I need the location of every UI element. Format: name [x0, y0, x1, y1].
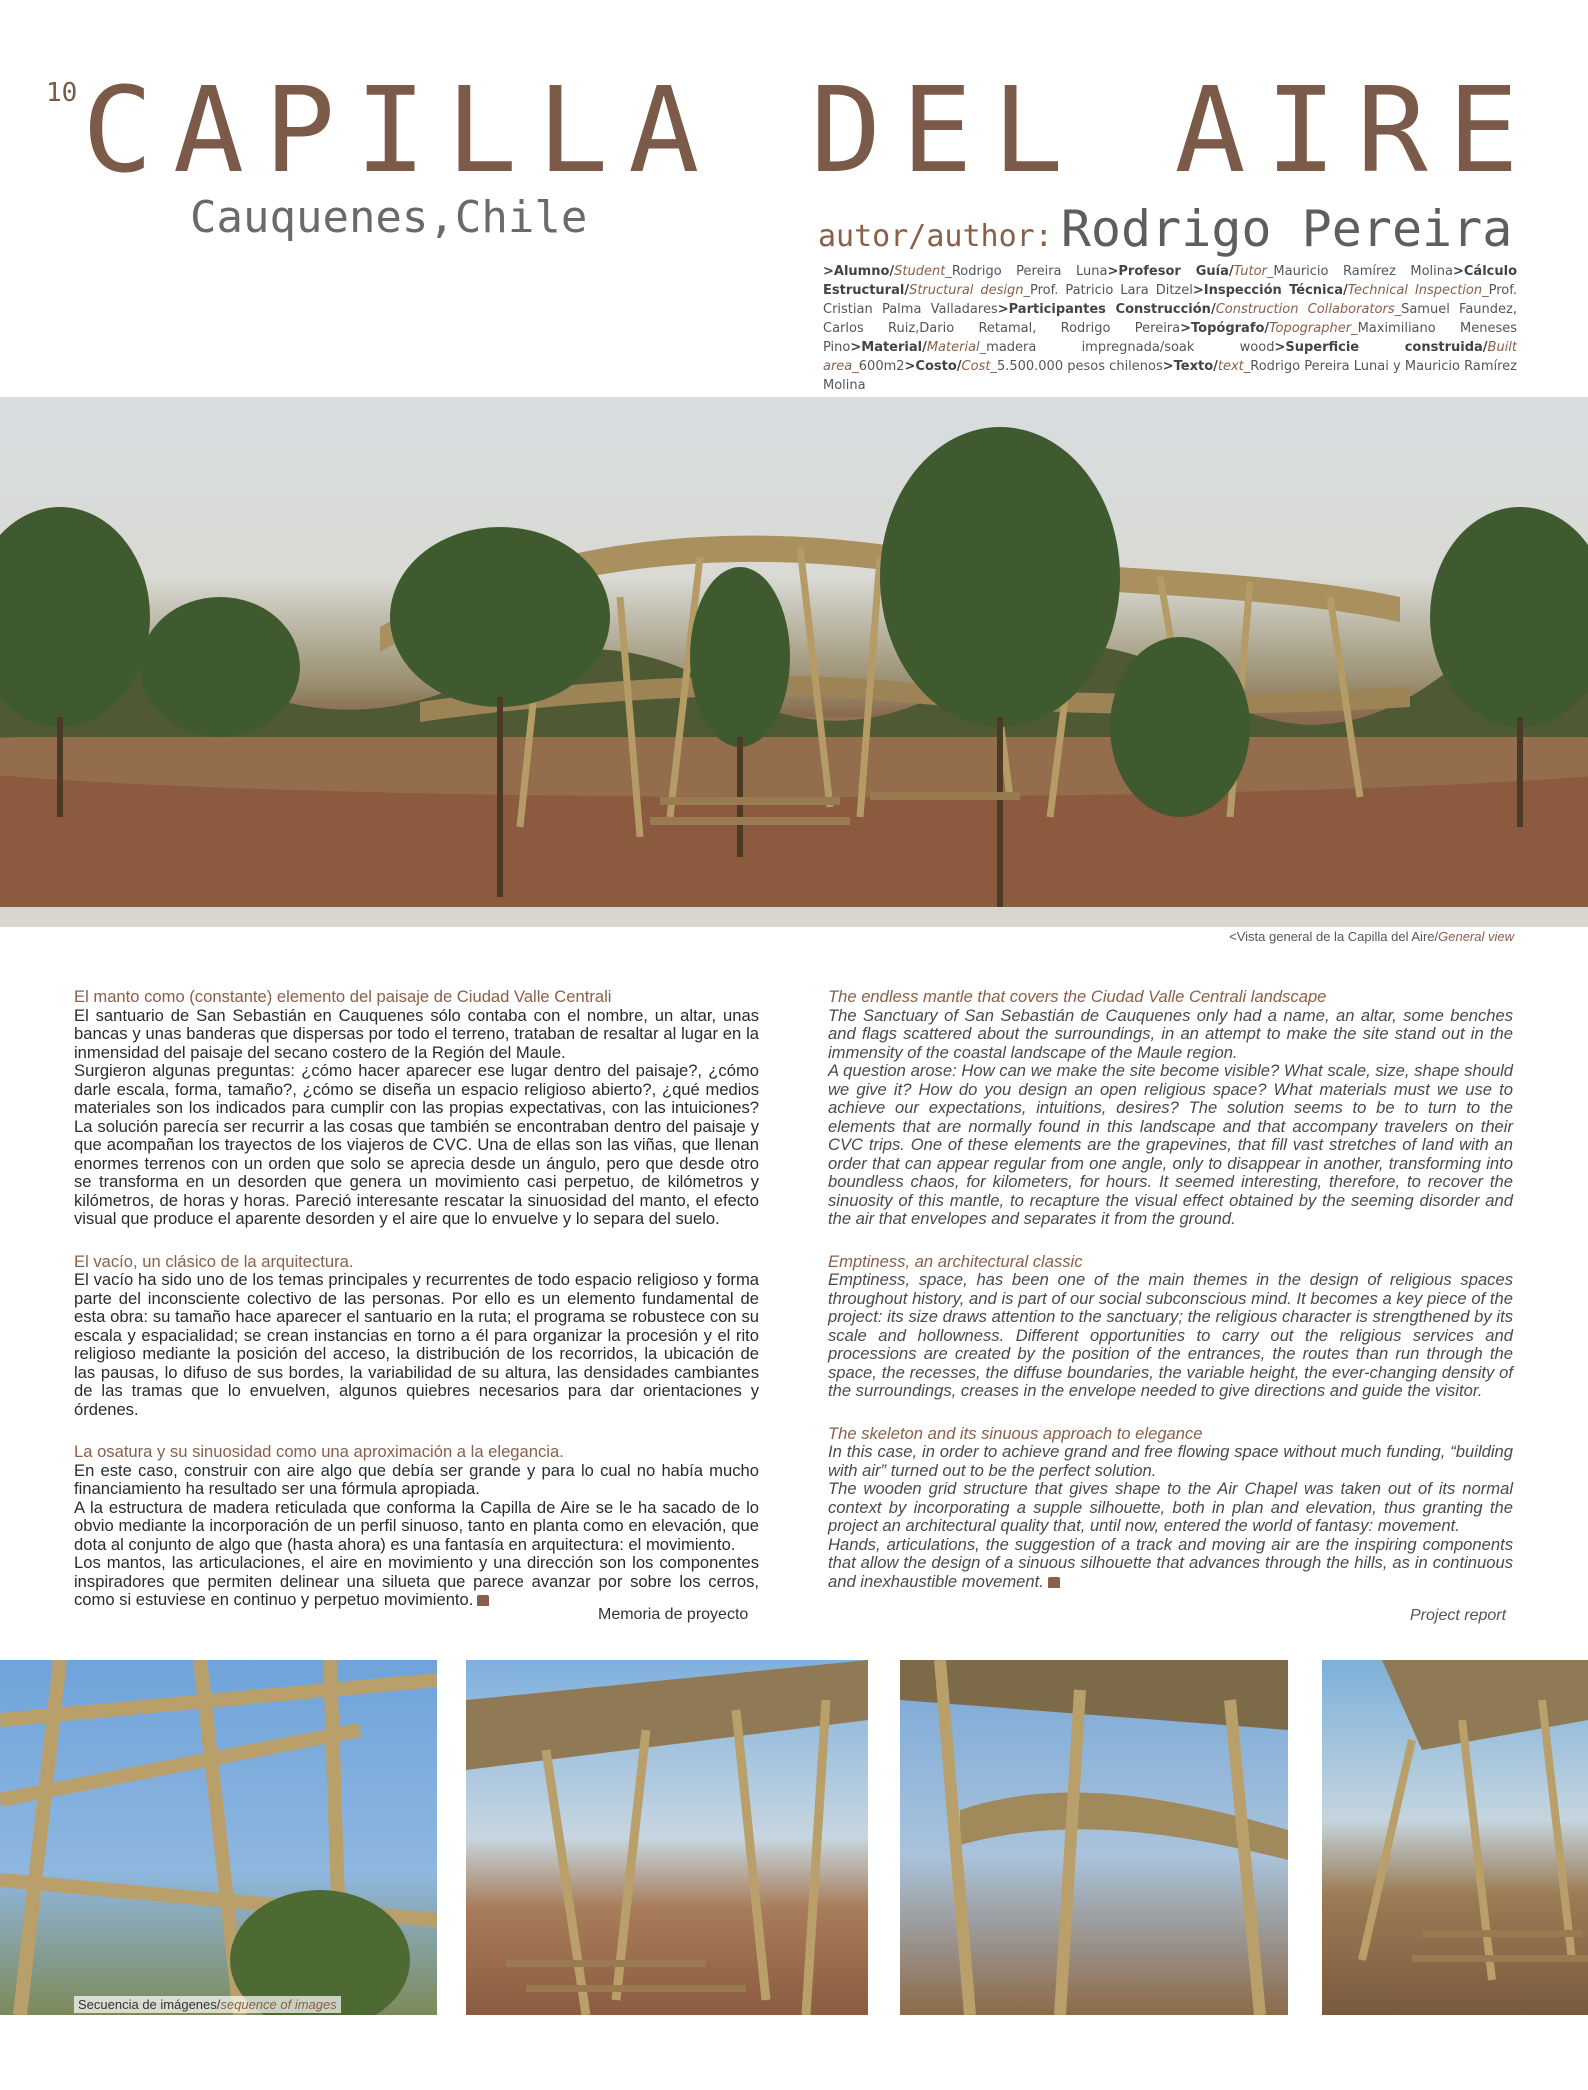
section-heading: La osatura y su sinuosidad como una aproximación a la elegancia. [74, 1442, 564, 1461]
credit-value: Prof. Cristian Palma Valladares [823, 283, 1517, 317]
credit-value: madera impregnada/soak wood [986, 340, 1275, 355]
credit-value: 5.500.000 pesos chilenos [996, 359, 1163, 374]
credit-value: Prof. Patricio Lara Ditzel [1029, 283, 1193, 298]
credit-label-en: Technical Inspection_ [1347, 283, 1489, 298]
sequence-caption-en: sequence of images [220, 1997, 337, 2012]
credit-label-en: Structural design_ [909, 283, 1030, 298]
section-heading: El manto como (constante) elemento del paisaje de Ciudad Valle Centrali [74, 987, 612, 1006]
credit-label-en: Built area_ [823, 340, 1518, 374]
structure-detail-illustration [0, 1660, 437, 2015]
walkway-illustration [466, 1660, 868, 2015]
sequence-photo-1 [0, 1660, 437, 2015]
section-body: El santuario de San Sebastián en Cauquenes sólo contaba con el nombre, un altar, unas bancas y unas banderas que dispersas por todo el terreno, trataban de resaltar al lugar en la inmensidad del paisaje del secano costero de la Región del Maule. Surgieron algunas preguntas: ¿cómo hacer aparecer ese lugar dentro del paisaje?, ¿cómo darle escala, forma, tamaño?, ¿cómo se diseña un espacio religioso abierto?, ¿qué medios materiales son los indicados para cumplir con las propias expectativas, con las intuiciones? La solución parecía ser recurrir a las cosas que también se encontraban dentro del paisaje y que acompañan los trayectos de los viajeros de CVC. Una de ellas son las viñas, que llenan enormes terrenos con un orden que solo se aprecia desde un ángulo, pero que desde otro se transforma en un desorden que genera un movimiento casi perpetuo, de kilómetros y kilómetros, de horas y horas. Pareció interesante rescatar la sinuosidad del manto, el efecto visual que produce el aparente desorden y el aire que lo envuelve y lo separa del suelo. [74, 1005, 759, 1228]
credit-label: >Cálculo Estructural/ [823, 264, 1517, 298]
credit-value: Samuel Faundez, Carlos Ruiz,Dario Retamal, Rodrigo Pereira [823, 302, 1517, 336]
credit-label-en: Topographer_ [1269, 321, 1358, 336]
hero-caption-es: <Vista general de la Capilla del Aire/ [1229, 929, 1439, 944]
article-section [828, 1253, 1513, 1401]
sequence-photo-2 [466, 1660, 868, 2015]
credit-label: >Alumno/ [823, 264, 895, 279]
credit-label: >Superficie construida/ [1274, 340, 1488, 355]
credit-label-en: text_ [1217, 359, 1251, 374]
section-heading: Emptiness, an architectural classic [828, 1251, 1083, 1271]
section-body: Emptiness, space, has been one of the main themes in the design of religious spaces throughout history, and is part of our social subconscious mind. It becomes a key piece of the project: its size draws attention to the sanctuary; the religious character is strengthened by its scale and hollowness. Different opportunities to carry out the religious services and processions are created by the position of the entrances, the routes than run through the space, the recesses, the diffuse boundaries, the variable height, the ever-changing density of the surroundings, creases in the envelope needed to give directions and guide the visitor. [828, 1270, 1513, 1400]
section-body: El vacío ha sido uno de los temas principales y recurrentes de todo espacio religioso y forma parte del inconsciente colectivo de las personas. Por ello es un elemento fundamental de esta obra: su tamaño hace aparecer el santuario en la ruta; el programa se robustece con su escala y espacialidad; se crean instancias en torno a él para organizar la procesión y el rito religioso mediante la posición del acceso, la distribución de los recorridos, la ubicación de las pausas, lo difuso de sus bordes, la variabilidad de su altura, las densidades cambiantes de las tramas que lo envuelven, algunos quiebres necesarios para dar orientaciones y órdenes. [74, 1270, 759, 1419]
credit-value: 600m2 [858, 359, 905, 374]
credit-value: Mauricio Ramírez Molina [1273, 264, 1453, 279]
page-number: 10 [46, 78, 78, 108]
author-line [818, 200, 1518, 258]
chapel-panorama-illustration [0, 397, 1588, 927]
lattice-illustration [900, 1660, 1288, 2015]
credit-label-en: Material_ [926, 340, 987, 355]
credit-label: >Profesor Guía/ [1107, 264, 1234, 279]
article-section [74, 988, 759, 1229]
location-subtitle: Cauquenes,Chile [190, 192, 588, 243]
hero-photo-general-view [0, 397, 1588, 927]
credit-label: >Texto/ [1162, 359, 1218, 374]
credit-label-en: Tutor_ [1233, 264, 1274, 279]
credit-label: >Participantes Construcción/ [997, 302, 1216, 317]
section-heading: The skeleton and its sinuous approach to elegance [828, 1423, 1203, 1443]
page-title: CAPILLA DEL AIRE [82, 61, 1539, 199]
author-name: Rodrigo Pereira [1060, 200, 1513, 258]
credit-label: >Costo/ [904, 359, 962, 374]
english-text-column [828, 988, 1513, 1615]
project-report-label-es: Memoria de proyecto [598, 1606, 749, 1623]
section-heading: El vacío, un clásico de la arquitectura. [74, 1251, 354, 1271]
section-heading: The endless mantle that covers the Ciudad Valle Centrali landscape [828, 987, 1327, 1006]
project-credits [823, 262, 1517, 395]
sequence-caption-es: Secuencia de imágenes/ [78, 1997, 221, 2012]
credit-label-en: Construction Collaborators_ [1215, 302, 1402, 317]
sequence-photo-4 [1322, 1660, 1588, 2015]
credit-label-en: Student_ [894, 264, 952, 279]
credit-value: Maximiliano Meneses Pino [823, 321, 1518, 355]
credit-label: >Inspección Técnica/ [1192, 283, 1348, 298]
credit-value: Rodrigo Pereira Lunai y Mauricio Ramírez Molina [823, 359, 1517, 393]
article-section [828, 988, 1513, 1229]
section-body: In this case, in order to achieve grand and free flowing space without much funding, “building with air” turned out to be the perfect solution. The wooden grid structure that gives shape to the Air Chapel was taken out of its normal context by incorporating a supple silhouette, both in plan and elevation, thus granting the project an architectural quality that, until now, entered the world of fantasy: movement. Hands, articulations, the suggestion of a track and moving air are the inspiring components that allow the design of a sinuous silhouette that advances through the hills, as in continuous and inexhaustible movement. [828, 1442, 1513, 1591]
project-report-label-en: Project report [1410, 1607, 1507, 1624]
article-section [74, 1443, 759, 1610]
sequence-photo-3 [900, 1660, 1288, 2015]
article-section [74, 1253, 759, 1420]
credit-value: Rodrigo Pereira Luna [951, 264, 1108, 279]
author-label: autor/author: [818, 219, 1053, 254]
hero-caption-en: General view [1438, 929, 1514, 944]
credit-label-en: Cost_ [961, 359, 997, 374]
credit-label: >Material/ [850, 340, 927, 355]
benches-illustration [1322, 1660, 1588, 2015]
credit-label: >Topógrafo/ [1180, 321, 1270, 336]
end-mark-icon [1048, 1577, 1060, 1588]
hero-caption [1229, 929, 1514, 944]
section-body: En este caso, construir con aire algo que debía ser grande y para lo cual no había mucho financiamiento ha resultado ser una fórmula apropiada. A la estructura de madera reticulada que conforma la Capilla de Aire se le ha sacado de lo obvio mediante la incorporación de un perfil sinuoso, tanto en planta como en elevación, que dota al conjunto de algo que (hasta ahora) es una fantasía en arquitectura: el movimiento. Los mantos, las articulaciones, el aire en movimiento y una dirección son los componentes inspiradores que permiten delinear una silueta que parece avanzar por sobre los cerros, como si estuviese en continuo y perpetuo movimiento. [74, 1460, 759, 1609]
spanish-text-column [74, 988, 759, 1634]
article-section [828, 1425, 1513, 1592]
sequence-caption [74, 1996, 341, 2013]
end-mark-icon [477, 1595, 489, 1606]
section-body: The Sanctuary of San Sebastián de Cauquenes only had a name, an altar, some benches and flags scattered about the surroundings, in an attempt to make the site stand out in the immensity of the coastal landscape of the Maule region. A question arose: How can we make the site become visible? What scale, size, shape should we give it? How do you design an open religious space? What materials must we use to achieve our expectations, intuitions, desires? The solution seems to be to turn to the elements that are normally found in this landscape and that accompany travelers on their CVC trips. One of these elements are the grapevines, that fill vast stretches of land with an order that can appear regular from one angle, only to disappear in another, transforming into boundless chaos, for kilometers, for hours. It seemed interesting, therefore, to recover the sinuosity of this mantle, to recapture the visual effect obtained by the seeming disorder and the air that envelopes and separates it from the ground. [828, 1005, 1513, 1228]
